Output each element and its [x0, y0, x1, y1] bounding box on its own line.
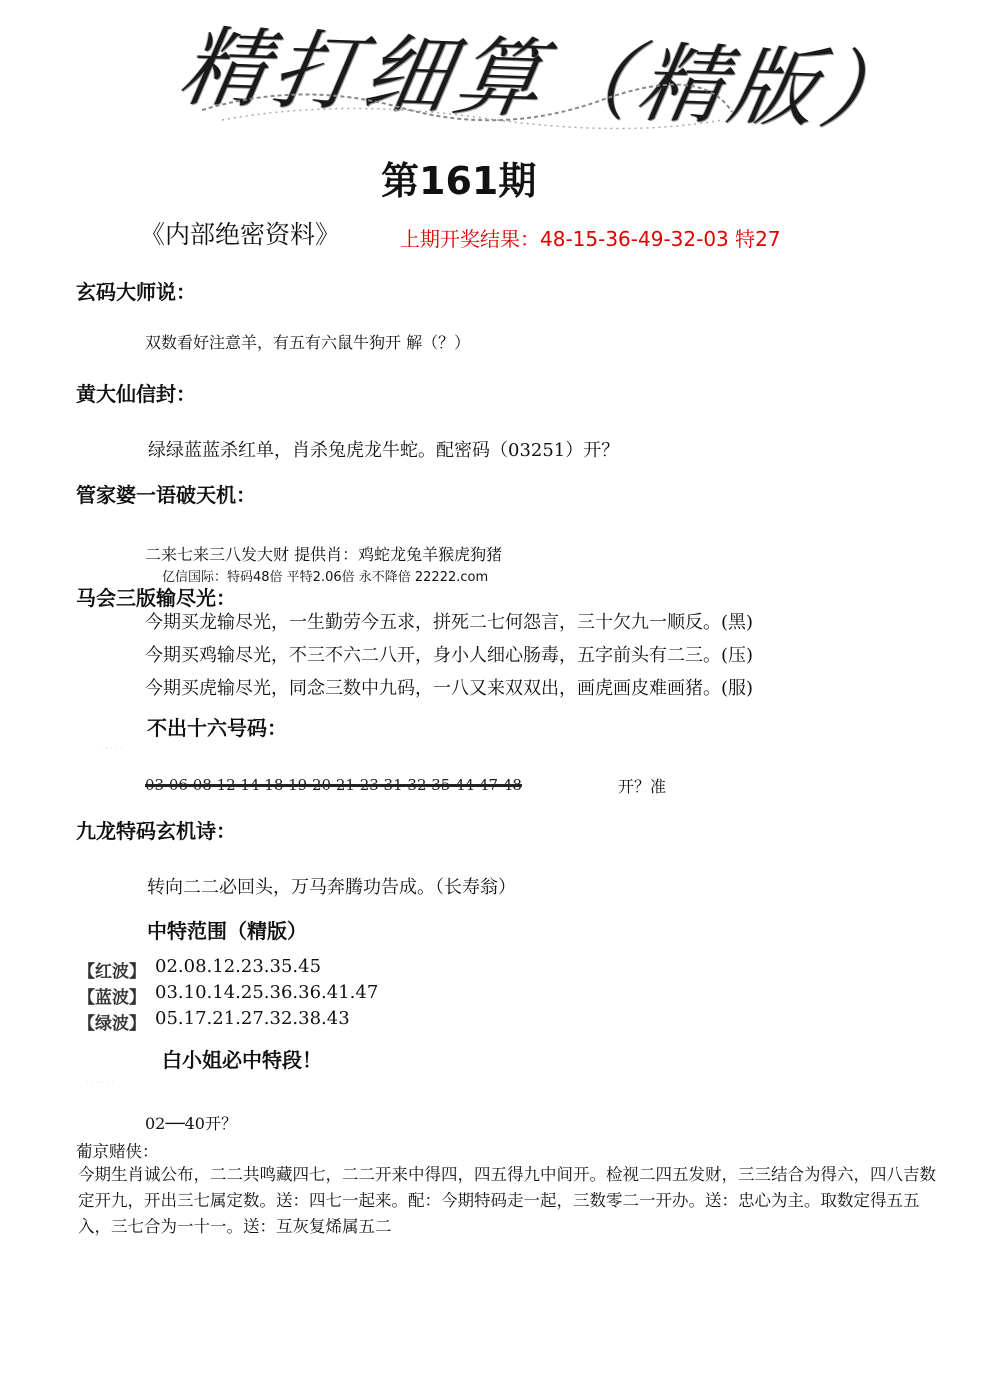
section-heading-bai: 白小姐必中特段！	[162, 1048, 322, 1072]
section-heading-zhongte: 中特范围（精版）	[147, 919, 307, 943]
section-heading-mahui: 马会三版输尽光：	[76, 586, 236, 610]
banner-title: 精打细算（精版）	[172, 17, 923, 144]
green-wave-numbers: 05.17.21.27.32.38.43	[155, 1008, 350, 1029]
huangdaxian-line: 绿绿蓝蓝杀红单，肖杀兔虎龙牛蛇。配密码（03251）开？	[148, 440, 620, 461]
bai-line: 02──40开？	[145, 1114, 237, 1133]
mahui-line-2: 今期买鸡输尽光，不三不六二八开，身小人细心肠毒，五字前头有二三。(压)	[145, 645, 754, 666]
jiulong-line: 转向二二必回头，万马奔腾功告成。（长寿翁）	[147, 877, 516, 898]
pujing-paragraph: 今期生肖诚公布，二二共鸣藏四七，二二开来中得四，四五得九中间开。检视二四五发财，三三结合为得六，四八吉数定开九，开出三七属定数。送：四七一起来。配：今期特码走一起，三数零二一开办。送：忠心为主。取数定得五五入，三七合为一十一。送：互灰复烯属五二	[78, 1165, 936, 1236]
scan-noise: · · · · ·	[100, 744, 123, 753]
doc-title: 《内部绝密资料》	[140, 220, 341, 249]
red-wave-label: 【红波】	[78, 962, 146, 982]
guanjiapo-line: 二来七来三八发大财 提供肖：鸡蛇龙兔羊猴虎狗猪	[145, 545, 503, 564]
scan-noise: · · · · · ·	[86, 1078, 114, 1087]
red-wave-numbers: 02.08.12.23.35.45	[155, 956, 322, 977]
section-heading-pujing: 葡京赌侠：	[76, 1142, 159, 1161]
blue-wave-numbers: 03.10.14.25.36.36.41.47	[155, 982, 379, 1003]
section-heading-jiulong: 九龙特码玄机诗：	[76, 819, 236, 843]
section-heading-guanjiapo: 管家婆一语破天机：	[76, 483, 256, 507]
issue-number: 第161期	[381, 159, 537, 203]
mahui-line-1: 今期买龙输尽光，一生勤劳今五求，拼死二七何怨言，三十欠九一顺反。(黑)	[145, 612, 754, 633]
banner-scribble-decoration	[182, 70, 742, 130]
section-heading-huangdaxian: 黄大仙信封：	[76, 382, 196, 406]
green-wave-label: 【绿波】	[78, 1014, 146, 1034]
xuanma-line: 双数看好注意羊，有五有六鼠牛狗开 解（？）	[145, 333, 471, 352]
excluded-numbers-suffix: 开？准	[618, 777, 667, 796]
excluded-numbers: 03 06 08 12 14 18 19 20 21 23 31 32 35 44 47 48	[145, 776, 522, 794]
last-draw-result: 上期开奖结果：48-15-36-49-32-03 特27	[400, 227, 781, 251]
section-heading-buchu: 不出十六号码：	[147, 716, 287, 740]
mahui-line-3: 今期买虎输尽光，同念三数中九码，一八又来双双出，画虎画皮难画猪。(服)	[145, 678, 754, 699]
section-heading-xuanma: 玄码大师说：	[76, 280, 196, 304]
blue-wave-label: 【蓝波】	[78, 988, 146, 1008]
sponsor-ad-line: 亿信国际：特码48倍 平特2.06倍 永不降倍 22222.com	[162, 570, 489, 585]
